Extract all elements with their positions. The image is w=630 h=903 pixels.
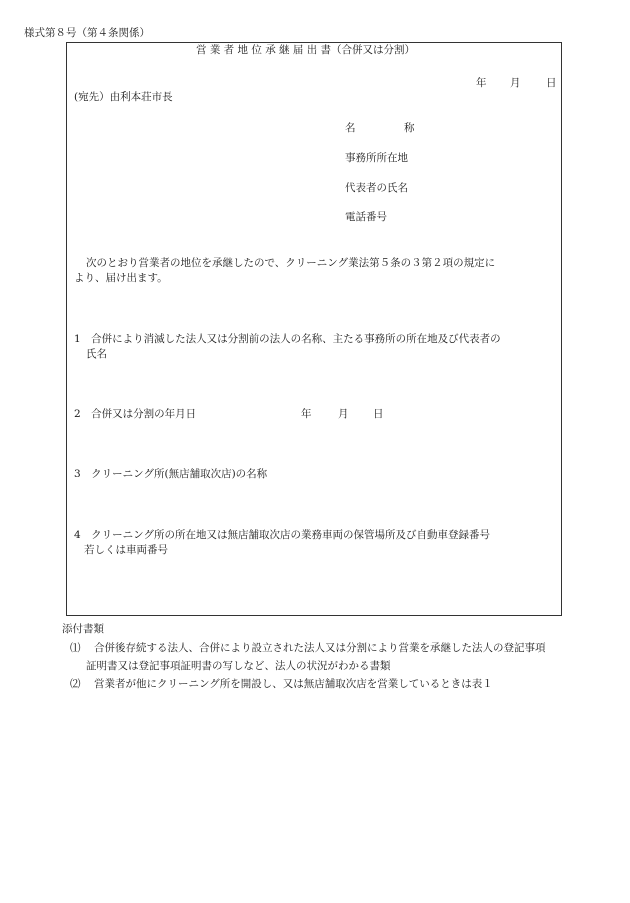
form-title: 営 業 者 地 位 承 継 届 出 書（合併又は分割）: [196, 44, 416, 56]
item-3-label: 3 クリーニング所(無店舗取次店)の名称: [74, 468, 268, 480]
date-day: 日: [546, 77, 557, 89]
attachment-2-number: ⑵: [70, 678, 81, 690]
addressee: (宛先）由利本荘市長: [74, 91, 173, 103]
item-2-month: 月: [338, 408, 349, 420]
statement-line-2: より、届け出ます。: [74, 272, 168, 284]
item-4-line-2: 若しくは車両番号: [84, 544, 168, 556]
item-2-label: 2 合併又は分割の年月日: [74, 408, 197, 420]
name-label-1: 名: [345, 122, 356, 134]
statement-line-1: 次のとおり営業者の地位を承継したので、クリーニング業法第５条の３第２項の規定に: [86, 257, 496, 269]
name-label-2: 称: [404, 122, 415, 134]
representative-label: 代表者の氏名: [345, 182, 408, 194]
attachments-heading: 添付書類: [62, 623, 104, 635]
form-number: 様式第８号（第４条関係）: [24, 27, 150, 39]
date-year: 年: [476, 77, 487, 89]
attachment-1-number: ⑴: [70, 642, 81, 654]
item-2-day: 日: [373, 408, 384, 420]
phone-label: 電話番号: [345, 211, 387, 223]
item-1-line-2: 氏名: [86, 348, 107, 360]
attachment-2-line-1: 営業者が他にクリーニング所を開設し、又は無店舗取次店を営業しているときは表１: [94, 678, 493, 690]
item-4-line-1: 4 クリーニング所の所在地又は無店舗取次店の業務車両の保管場所及び自動車登録番号: [74, 529, 490, 541]
date-line: [476, 76, 487, 90]
office-location-label: 事務所所在地: [345, 152, 408, 164]
attachment-1-line-2: 証明書又は登記事項証明書の写しなど、法人の状況がわかる書類: [86, 660, 391, 672]
item-2-year: 年: [301, 408, 312, 420]
item-1-line-1: 1 合併により消滅した法人又は分割前の法人の名称、主たる事務所の所在地及び代表者の: [74, 333, 501, 345]
date-month: 月: [510, 77, 521, 89]
attachment-1-line-1: 合併後存続する法人、合併により設立された法人又は分割により営業を承継した法人の登記事項: [94, 642, 546, 654]
